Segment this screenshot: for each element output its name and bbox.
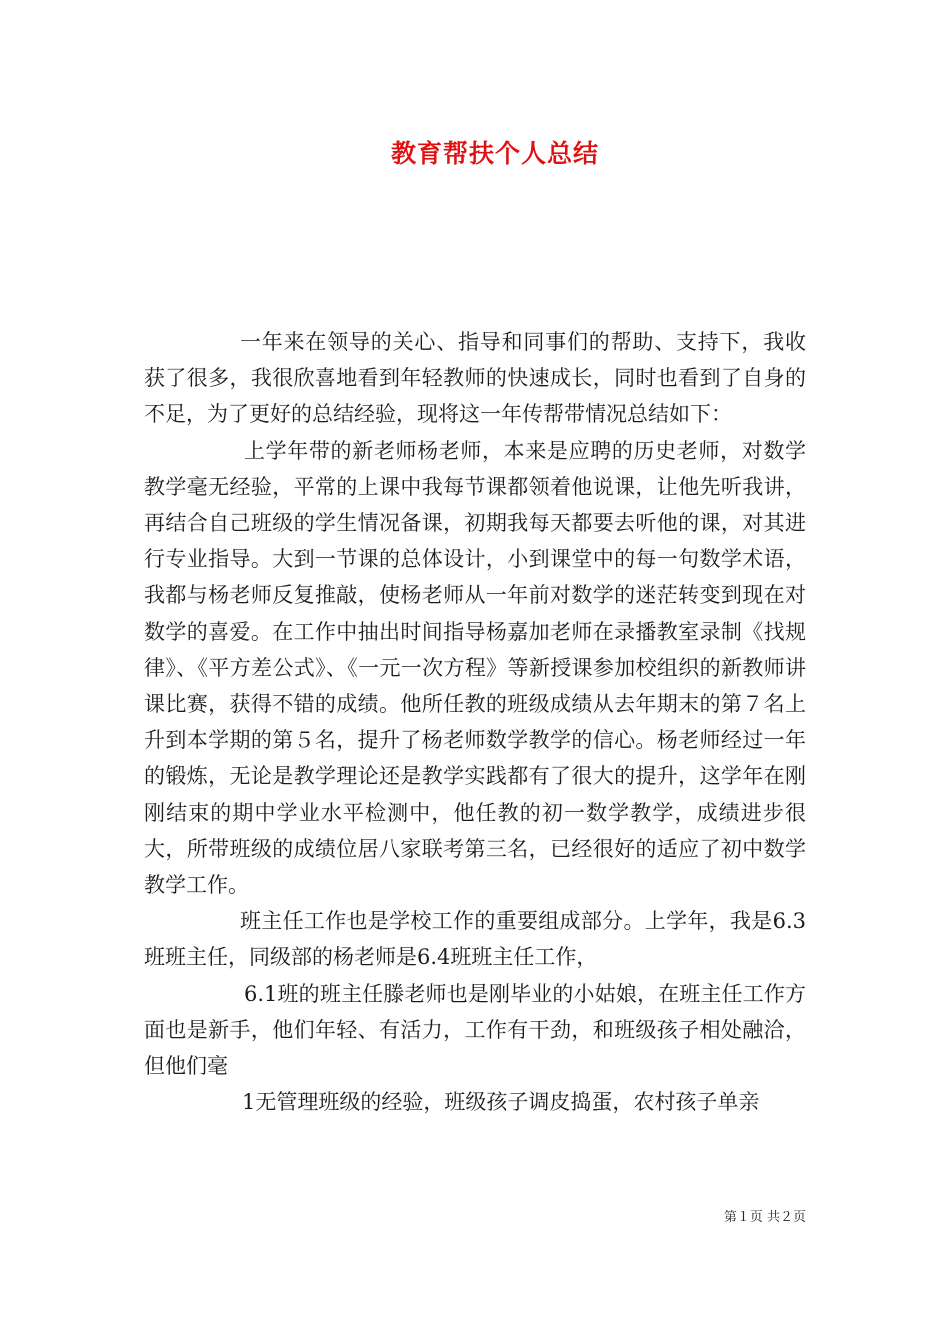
paragraph-homeroom: 班主任工作也是学校工作的重要组成部分。上学年，我是6.3班班主任，同级部的杨老师是6.4班班主任工作，	[144, 909, 806, 970]
paragraph-class-61: 6.1班的班主任滕老师也是刚毕业的小姑娘，在班主任工作方面也是新手，他们年轻、有活力，工作有干劲，和班级孩子相处融洽，但他们毫	[144, 981, 806, 1079]
document-title: 教育帮扶个人总结	[390, 139, 599, 168]
document-body	[144, 324, 806, 1120]
paragraph-continued: 1无管理班级的经验，班级孩子调皮捣蛋，农村孩子单亲	[242, 1090, 760, 1115]
paragraph-intro: 一年来在领导的关心、指导和同事们的帮助、支持下，我收获了很多，我很欣喜地看到年轻教师的快速成长，同时也看到了自身的不足，为了更好的总结经验，现将这一年传帮带情况总结如下：	[144, 330, 806, 427]
paragraph-mentoring: 上学年带的新老师杨老师，本来是应聘的历史老师，对数学教学毫无经验，平常的上课中我每节课都领着他说课，让他先听我讲，再结合自己班级的学生情况备课，初期我每天都要去听他的课，对其进行专业指导。大到一节课的总体设计，小到课堂中的每一句数学术语，我都与杨老师反复推敲，使杨老师从一年前对数学的迷茫转变到现在对数学的喜爱。在工作中抽出时间指导杨嘉加老师在录播教室录制《找规律》、《平方差公式》、《一元一次方程》等新授课参加校组织的新教师讲课比赛，获得不错的成绩。他所任教的班级成绩从去年期末的第７名上升到本学期的第５名，提升了杨老师数学教学的信心。杨老师经过一年的锻炼，无论是教学理论还是教学实践都有了很大的提升，这学年在刚刚结束的期中学业水平检测中，他任教的初一数学教学，成绩进步很大，所带班级的成绩位居八家联考第三名，已经很好的适应了初中数学教学工作。	[144, 438, 806, 898]
page-number-footer: 第１页 共２页	[723, 1210, 806, 1225]
